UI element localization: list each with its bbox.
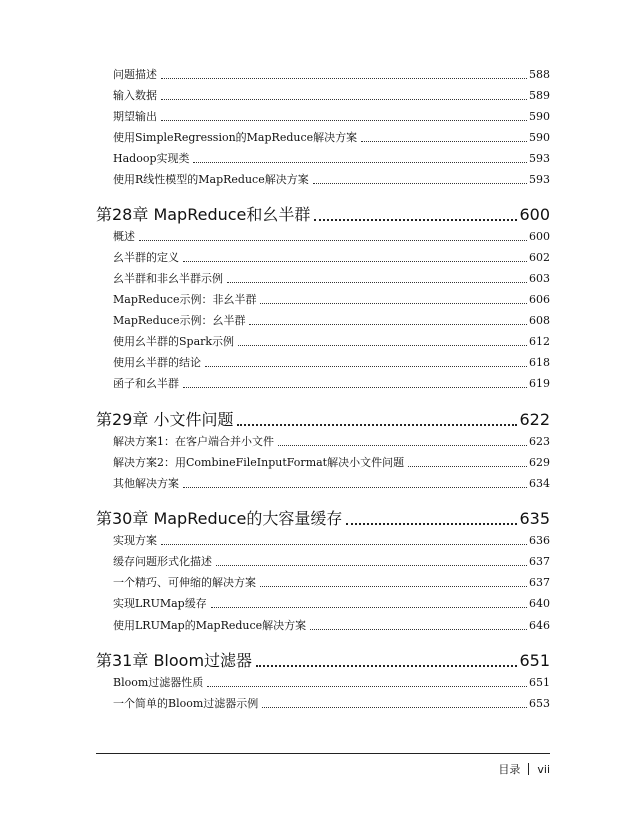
page-number: 651 [519, 651, 550, 670]
page-number: 600 [529, 230, 550, 243]
entry-title: 幺半群和非幺半群示例 [113, 272, 223, 285]
toc-chapter [96, 410, 550, 430]
toc-entry [113, 435, 550, 449]
footer-page-number: vii [537, 762, 550, 776]
page-number: 589 [529, 89, 550, 102]
entry-title: 缓存问题形式化描述 [113, 555, 212, 568]
entry-title: 其他解决方案 [113, 477, 179, 490]
entry-title: Hadoop实现类 [113, 152, 190, 165]
chapter-title: 第31章 Bloom过滤器 [96, 651, 253, 670]
toc-entry [113, 697, 550, 711]
entry-title: 概述 [113, 230, 135, 243]
entry-title: 实现LRUMap缓存 [113, 597, 207, 610]
toc-entry [113, 173, 550, 187]
page-number: 637 [529, 576, 550, 589]
entry-title: 一个精巧、可伸缩的解决方案 [113, 576, 256, 589]
chapter-title: 第30章 MapReduce的大容量缓存 [96, 509, 343, 528]
entry-title: 问题描述 [113, 68, 157, 81]
page-number: 600 [519, 205, 550, 224]
entry-title: 输入数据 [113, 89, 157, 102]
toc-entry [113, 456, 550, 470]
dot-leader [408, 466, 527, 467]
toc-entry [113, 89, 550, 103]
dot-leader [314, 219, 517, 221]
entry-title: 幺半群的定义 [113, 251, 179, 264]
entry-title: 解决方案2：用CombineFileInputFormat解决小文件问题 [113, 456, 405, 469]
page-number: 629 [529, 456, 550, 469]
page-number: 637 [529, 555, 550, 568]
page-number: 636 [529, 534, 550, 547]
dot-leader [216, 565, 527, 566]
toc-entry [113, 534, 550, 548]
page-number: 646 [529, 619, 550, 632]
dot-leader [161, 78, 527, 79]
dot-leader [256, 665, 517, 667]
dot-leader [238, 345, 527, 346]
toc-entry [113, 230, 550, 244]
entry-title: 期望输出 [113, 110, 157, 123]
toc-entry [113, 597, 550, 611]
toc-entry [113, 335, 550, 349]
page-number: 651 [529, 676, 550, 689]
dot-leader [227, 282, 527, 283]
dot-leader [205, 366, 527, 367]
entry-title: 使用幺半群的结论 [113, 356, 201, 369]
page-number: 606 [529, 293, 550, 306]
dot-leader [139, 240, 527, 241]
dot-leader [361, 141, 527, 142]
page-number: 623 [529, 435, 550, 448]
page-number: 640 [529, 597, 550, 610]
page-number: 608 [529, 314, 550, 327]
dot-leader [262, 707, 527, 708]
chapter-title: 第28章 MapReduce和幺半群 [96, 205, 311, 224]
page-number: 612 [529, 335, 550, 348]
entry-title: 函子和幺半群 [113, 377, 179, 390]
toc-entry [113, 576, 550, 590]
dot-leader [211, 607, 527, 608]
page-number: 635 [519, 509, 550, 528]
page-number: 590 [529, 110, 550, 123]
toc-chapter [96, 651, 550, 671]
page-number: 602 [529, 251, 550, 264]
toc-entry [113, 377, 550, 391]
footer-section: 目录 [498, 763, 521, 776]
toc-chapter [96, 509, 550, 529]
page-number: 622 [519, 410, 550, 429]
entry-title: MapReduce示例：幺半群 [113, 314, 246, 327]
toc-entry [113, 619, 550, 633]
page-number: 593 [529, 152, 550, 165]
footer-divider [96, 753, 550, 754]
footer-separator [528, 763, 529, 775]
toc-entry [113, 131, 550, 145]
dot-leader [237, 424, 517, 426]
toc-entry [113, 356, 550, 370]
page-number: 590 [529, 131, 550, 144]
toc-entry [113, 152, 550, 166]
dot-leader [249, 324, 527, 325]
entry-title: Bloom过滤器性质 [113, 676, 204, 689]
dot-leader [207, 686, 527, 687]
dot-leader [161, 99, 527, 100]
entry-title: 解决方案1：在客户端合并小文件 [113, 435, 274, 448]
toc-entry [113, 68, 550, 82]
chapter-title: 第29章 小文件问题 [96, 410, 234, 429]
toc-entry [113, 293, 550, 307]
dot-leader [346, 523, 517, 525]
dot-leader [310, 629, 527, 630]
entry-title: 使用LRUMap的MapReduce解决方案 [113, 619, 307, 632]
page-number: 618 [529, 356, 550, 369]
entry-title: 使用幺半群的Spark示例 [113, 335, 235, 348]
dot-leader [183, 387, 527, 388]
dot-leader [313, 183, 527, 184]
toc-entry [113, 314, 550, 328]
page-number: 634 [529, 477, 550, 490]
dot-leader [183, 487, 527, 488]
toc-entry [113, 477, 550, 491]
dot-leader [260, 303, 527, 304]
page-number: 593 [529, 173, 550, 186]
dot-leader [161, 544, 527, 545]
dot-leader [260, 586, 527, 587]
entry-title: 一个简单的Bloom过滤器示例 [113, 697, 259, 710]
toc-entry [113, 110, 550, 124]
page-footer [498, 761, 550, 777]
page-number: 588 [529, 68, 550, 81]
toc-chapter [96, 205, 550, 225]
entry-title: MapReduce示例：非幺半群 [113, 293, 257, 306]
dot-leader [278, 445, 527, 446]
entry-title: 实现方案 [113, 534, 157, 547]
entry-title: 使用SimpleRegression的MapReduce解决方案 [113, 131, 358, 144]
toc-entry [113, 676, 550, 690]
toc-entry [113, 555, 550, 569]
entry-title: 使用R线性模型的MapReduce解决方案 [113, 173, 309, 186]
toc-entry [113, 272, 550, 286]
page-number: 619 [529, 377, 550, 390]
dot-leader [193, 162, 527, 163]
toc-entry [113, 251, 550, 265]
dot-leader [183, 261, 527, 262]
dot-leader [161, 120, 527, 121]
page-number: 603 [529, 272, 550, 285]
page-number: 653 [529, 697, 550, 710]
